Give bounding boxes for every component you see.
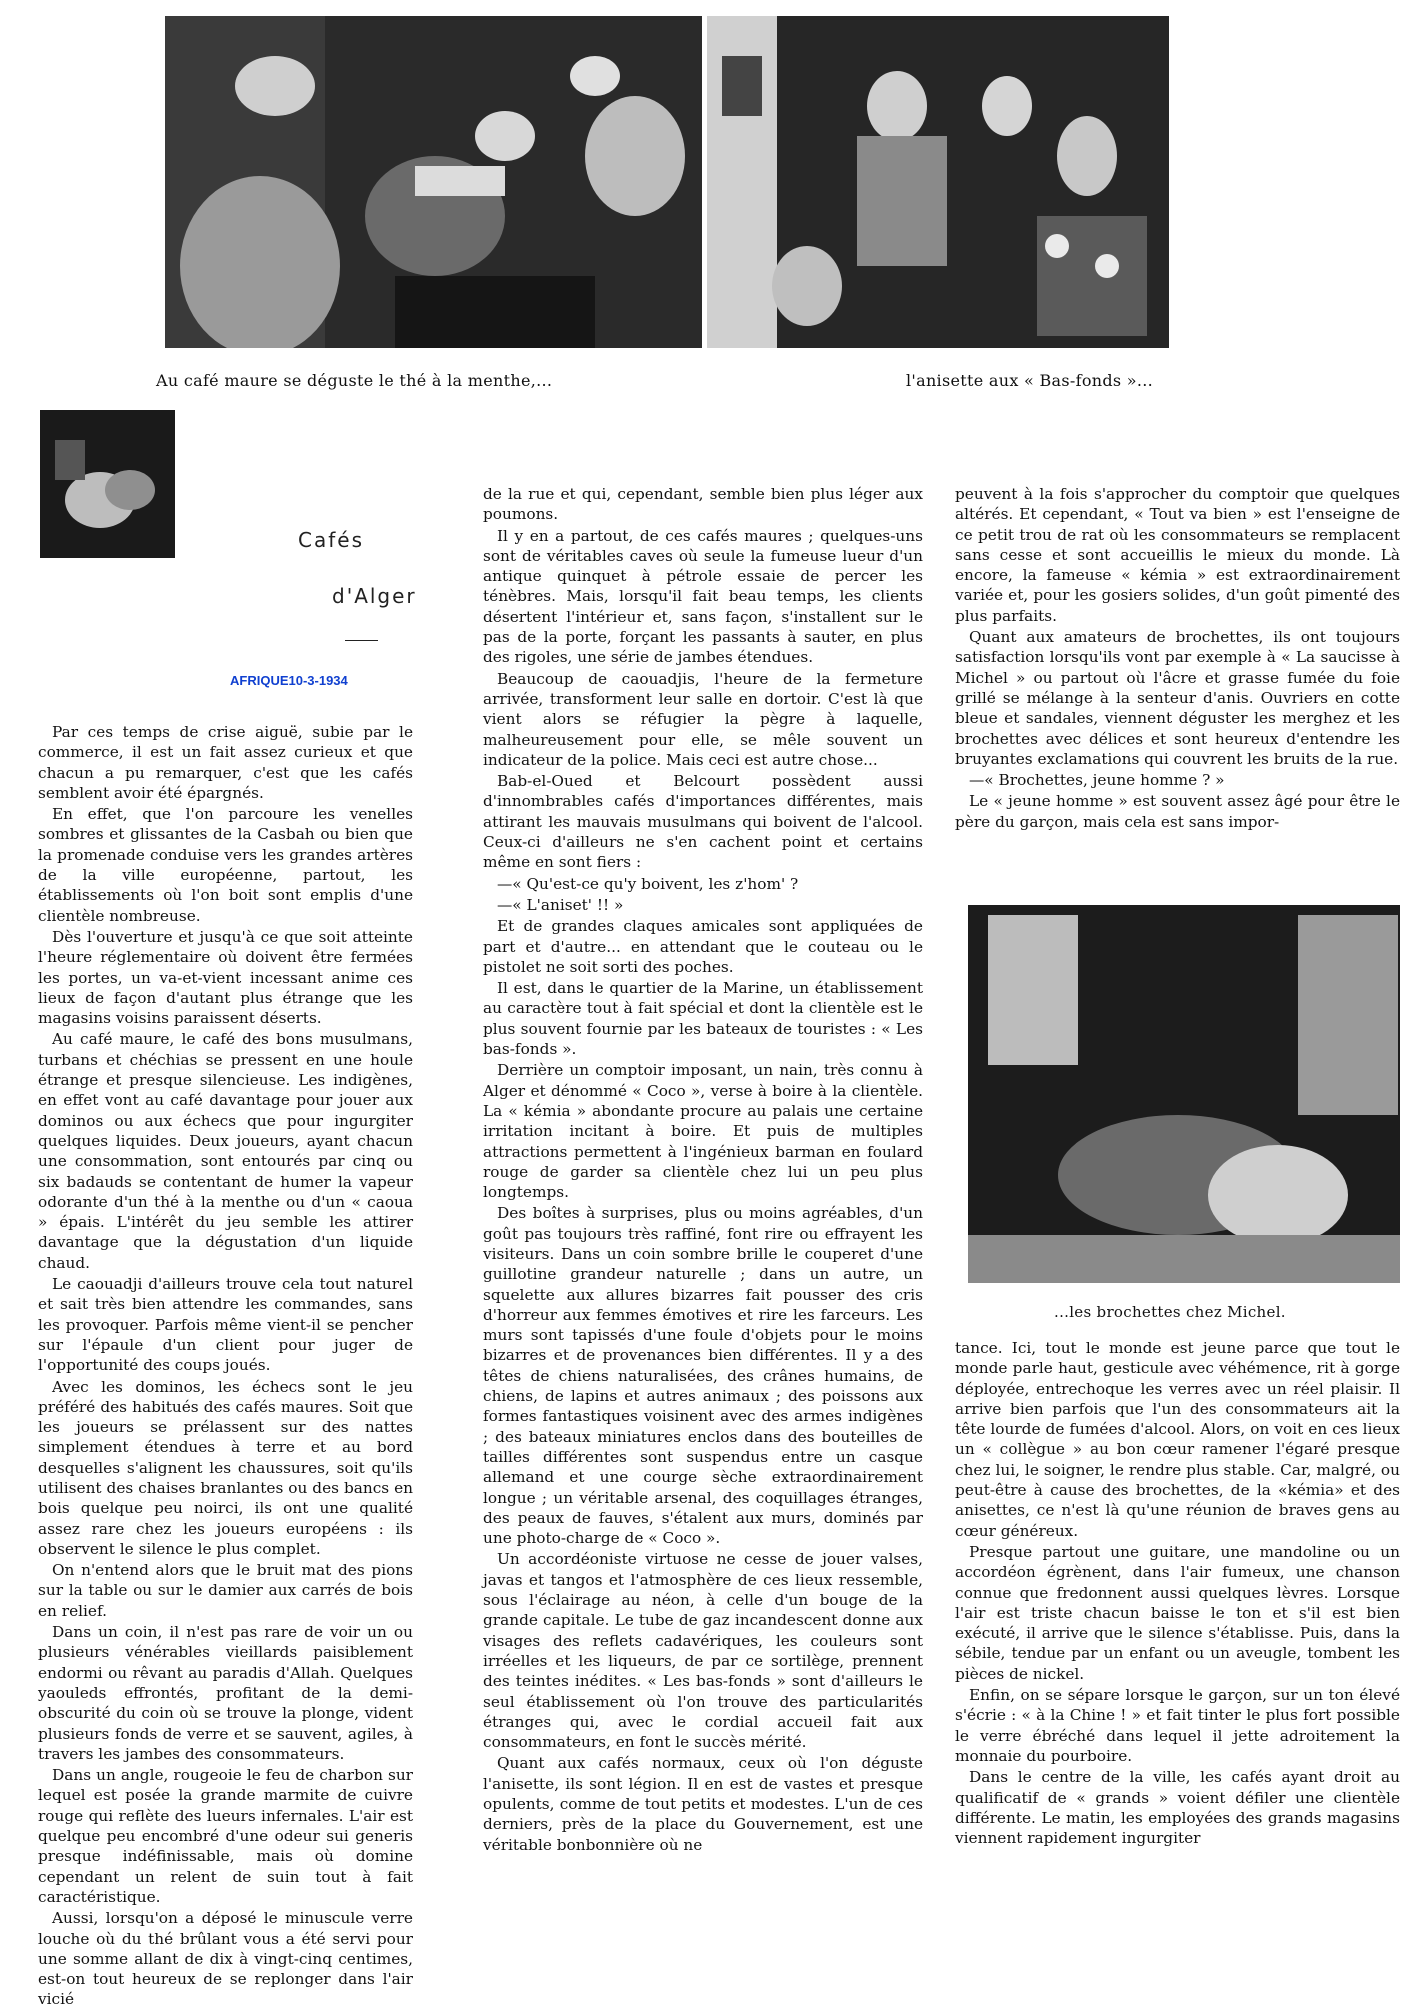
source-tag: AFRIQUE10-3-1934 bbox=[230, 673, 348, 688]
paragraph: Dans un coin, il n'est pas rare de voir un ou plusieurs vénérables vieillards paisiblement endormi ou rêvant au paradis d'Allah. Quelques yaouleds effrontés, profitant de la demi-obscurité du coin où se trouve la plonge, vident plusieurs fonds de verre et se sauvent, agiles, à travers les jambes des consommateurs. bbox=[38, 1623, 413, 1763]
caption-cafe-maure: Au café maure se déguste le thé à la menthe,... bbox=[156, 371, 553, 390]
title-line-2: d'Alger bbox=[332, 584, 417, 608]
paragraph: —« Qu'est-ce qu'y boivent, les z'hom' ? bbox=[497, 874, 799, 893]
paragraph: Un accordéoniste virtuose ne cesse de jouer valses, javas et tangos et l'atmosphère de ces lieux ressemble, sous l'éclairage au néon, à celle d'un bouge de la grande capitale. Le tube de gaz incandescent donne aux visages des reflets cadavériques, les couleurs sont irréelles et les liqueurs, de par ce sortilège, prennent des teintes inédites. « Les bas-fonds » sont d'ailleurs le seul établissement où l'on trouve des particularités étranges qui, avec le cordial accueil fait aux consommateurs, en font le succès mérité. bbox=[483, 1550, 923, 1752]
article-column-3-top bbox=[955, 484, 1400, 884]
paragraph: Quant aux amateurs de brochettes, ils ont toujours satisfaction lorsqu'ils vont par exemple à « La saucisse à Michel » ou partout où l'âcre et grasse fumée du foie grillé se mélange à la senteur d'anis. Ouvriers en cotte bleue et sandales, viennent déguster les merghez et les brochettes avec délices et sont heureux d'entendre les bruyantes exclamations qui couvrent les bruits de la rue. bbox=[955, 628, 1400, 768]
paragraph: peuvent à la fois s'approcher du comptoir que quelques altérés. Et cependant, « Tout va bien » est l'enseigne de ce petit trou de rat où les consommateurs se remplacent sans cesse et sont accueillis le mieux du monde. Là encore, la fameuse « kémia » est extraordinairement variée et, pour les gosiers solides, d'un goût pimenté des plus parfaits. bbox=[955, 485, 1400, 625]
caption-bas-fonds: l'anisette aux « Bas-fonds »... bbox=[906, 371, 1154, 390]
photo-title-vignette bbox=[40, 410, 175, 558]
paragraph: —« L'aniset' !! » bbox=[497, 895, 624, 914]
paragraph: Des boîtes à surprises, plus ou moins agréables, d'un goût pas toujours très raffiné, font rire ou effrayent les visiteurs. Dans un coin sombre brille le couperet d'une guillotine grandeur naturelle ; dans un autre, un squelette aux allures bizarres fait pousser des cris d'horreur aux femmes émotives et rire les farceurs. Les murs sont tapissés d'une foule d'objets pour le moins bizarres et de provenances bien différentes. Il y a des têtes de chiens naturalisées, des crânes humains, de chiens, de lapins et autres animaux ; des poissons aux formes fantastiques voisinent avec des armes indigènes ; des bateaux miniatures enclos dans des bouteilles de tailles différentes sont suspendus entre un casque allemand et une courge sèche extraordinairement longue ; un véritable arsenal, des coquillages étranges, des peaux de fauves, s'étalent aux murs, dominés par une photo-charge de « Coco ». bbox=[483, 1204, 923, 1548]
paragraph: —« Brochettes, jeune homme ? » bbox=[969, 771, 1225, 790]
paragraph: Bab-el-Oued et Belcourt possèdent aussi d'innombrables cafés d'importances différentes, mais attirant les mauvais musulmans qui boivent de l'alcool. Ceux-ci d'ailleurs ne s'en cachent point et certains même en sont fiers : bbox=[483, 772, 923, 872]
paragraph: Le caouadji d'ailleurs trouve cela tout naturel et sait très bien attendre les commandes, sans les provoquer. Parfois même vient-il se pencher sur l'épaule d'un client pour juger de l'opportunité des coups joués. bbox=[38, 1275, 413, 1375]
photo-cafe-maure bbox=[165, 16, 702, 348]
paragraph: Le « jeune homme » est souvent assez âgé pour être le père du garçon, mais cela est sans impor- bbox=[955, 792, 1400, 831]
paragraph: En effet, que l'on parcoure les venelles sombres et glissantes de la Casbah ou bien que la promenade conduise vers les grandes artères de la ville européenne, partout, les établissements où l'on boit sont emplis d'une clientèle nombreuse. bbox=[38, 805, 413, 925]
paragraph: tance. Ici, tout le monde est jeune parce que tout le monde parle haut, gesticule avec véhémence, rit à gorge déployée, entrechoque les verres avec un réel plaisir. Il arrive bien parfois que l'un des consommateurs ait la tête lourde de fumées d'alcool. Alors, on voit en ces lieux un « collègue » au bon cœur ramener l'égaré presque chez lui, le soigner, le rendre plus stable. Car, malgré, ou peut-être à cause des brochettes, de la «kémia» et des anisettes, ce n'est là qu'une réunion de braves gens au cœur généreux. bbox=[955, 1339, 1400, 1540]
article-column-2 bbox=[483, 484, 923, 1884]
article-column-3-bottom bbox=[955, 1338, 1400, 1883]
caption-brochettes: ...les brochettes chez Michel. bbox=[1054, 1303, 1286, 1321]
paragraph: Il y en a partout, de ces cafés maures ; quelques-uns sont de véritables caves où seule la fumeuse lueur d'un antique quinquet à pétrole essaie de percer les ténèbres. Mais, lorsqu'il fait beau temps, les clients désertent l'intérieur et, sans façon, s'installent sur le pas de la porte, forçant les passants à sauter, en plus des rigoles, une série de jambes étendues. bbox=[483, 526, 923, 667]
paragraph: Il est, dans le quartier de la Marine, un établissement au caractère tout à fait spécial et dont la clientèle est le plus souvent fournie par les bateaux de touristes : « Les bas-fonds ». bbox=[483, 979, 923, 1059]
title-rule bbox=[345, 640, 378, 641]
paragraph: Aussi, lorsqu'on a déposé le minuscule verre louche où du thé brûlant vous a été servi pour une somme allant de dix à vingt-cinq centimes, est-on tout heureux de se replonger dans l'air vicié bbox=[38, 1909, 413, 2009]
paragraph: de la rue et qui, cependant, semble bien plus léger aux poumons. bbox=[483, 485, 923, 524]
paragraph: Beaucoup de caouadjis, l'heure de la fermeture arrivée, transforment leur salle en dortoir. C'est là que vient alors se réfugier la pègre à laquelle, malheureusement pour elle, se mêle souvent un indicateur de la police. Mais ceci est autre chose... bbox=[483, 669, 923, 769]
paragraph: Presque partout une guitare, une mandoline ou un accordéon égrènent, dans l'air fumeux, une chanson connue que fredonnent aussi quelques lèvres. Lorsque l'air est triste chacun baisse le ton et s'il est bien exécuté, il arrive que le silence s'établisse. Puis, dans la sébile, tendue par un enfant ou un aveugle, tombent les pièces de nickel. bbox=[955, 1542, 1400, 1683]
paragraph: Dans le centre de la ville, les cafés ayant droit au qualificatif de « grands » voient défiler une clientèle différente. Le matin, les employées des grands magasins viennent rapidement ingurgiter bbox=[955, 1768, 1400, 1848]
paragraph: Avec les dominos, les échecs sont le jeu préféré des habitués des cafés maures. Soit que les joueurs se prélassent sur des nattes simplement étendues à terre et au bord desquelles s'alignent les chaussures, soit qu'ils utilisent des chaises branlantes ou des bancs en bois quelque peu noirci, ils ont une qualité assez rare chez les joueurs européens : ils observent le silence le plus complet. bbox=[38, 1377, 413, 1558]
photo-bas-fonds bbox=[707, 16, 1169, 348]
paragraph: Et de grandes claques amicales sont appliquées de part et d'autre... en attendant que le couteau ou le pistolet ne soit sorti des poches. bbox=[483, 917, 923, 976]
paragraph: Enfin, on se sépare lorsque le garçon, sur un ton élevé s'écrie : « à la Chine ! » et fait tinter le plus fort possible le verre ébréché dans lequel il jette adroitement la monnaie du pourboire. bbox=[955, 1686, 1400, 1765]
paragraph: Par ces temps de crise aiguë, subie par le commerce, il est un fait assez curieux et que chacun a pu remarquer, c'est que les cafés semblent avoir été épargnés. bbox=[38, 723, 413, 802]
article-column-1 bbox=[38, 722, 413, 2009]
paragraph: Au café maure, le café des bons musulmans, turbans et chéchias se pressent en une houle étrange et presque silencieuse. Les indigènes, en effet vont au café davantage pour jouer aux dominos ou aux échecs que pour ingurgiter quelques liquides. Deux joueurs, ayant chacun une consommation, sont entourés par cinq ou six badauds se contentant de humer la vapeur odorante d'un thé à la menthe ou d'un « caoua » épais. L'intérêt du jeu semble les attirer davantage que la dégustation d'un liquide chaud. bbox=[38, 1030, 413, 1272]
paragraph: Dès l'ouverture et jusqu'à ce que soit atteinte l'heure réglementaire où doivent être fermées les portes, un va-et-vient incessant anime ces lieux de façon d'autant plus étrange que les magasins voisins paraissent déserts. bbox=[38, 927, 413, 1028]
photo-brochettes bbox=[968, 905, 1400, 1283]
paragraph: On n'entend alors que le bruit mat des pions sur la table ou sur le damier aux carrés de bois en relief. bbox=[38, 1561, 413, 1620]
title-line-1: Cafés bbox=[298, 528, 364, 552]
paragraph: Quant aux cafés normaux, ceux où l'on déguste l'anisette, ils sont légion. Il en est de vastes et presque opulents, comme de tout petits et modestes. L'un de ces derniers, près de la place du Gouvernement, est une véritable bonbonnière où ne bbox=[483, 1754, 923, 1854]
paragraph: Dans un angle, rougeoie le feu de charbon sur lequel est posée la grande marmite de cuivre rouge qui reflète des lueurs infernales. L'air est quelque peu encombré d'une odeur sui generis presque indéfinissable, mais où domine cependant un relent de suin tout à fait caractéristique. bbox=[38, 1766, 413, 1906]
paragraph: Derrière un comptoir imposant, un nain, très connu à Alger et dénommé « Coco », verse à boire à la clientèle. La « kémia » abondante procure au palais une certaine irritation incitant à boire. Et puis de multiples attractions permettent à l'ingénieux barman en foulard rouge de garder sa clientèle chez lui un peu plus longtemps. bbox=[483, 1061, 923, 1202]
